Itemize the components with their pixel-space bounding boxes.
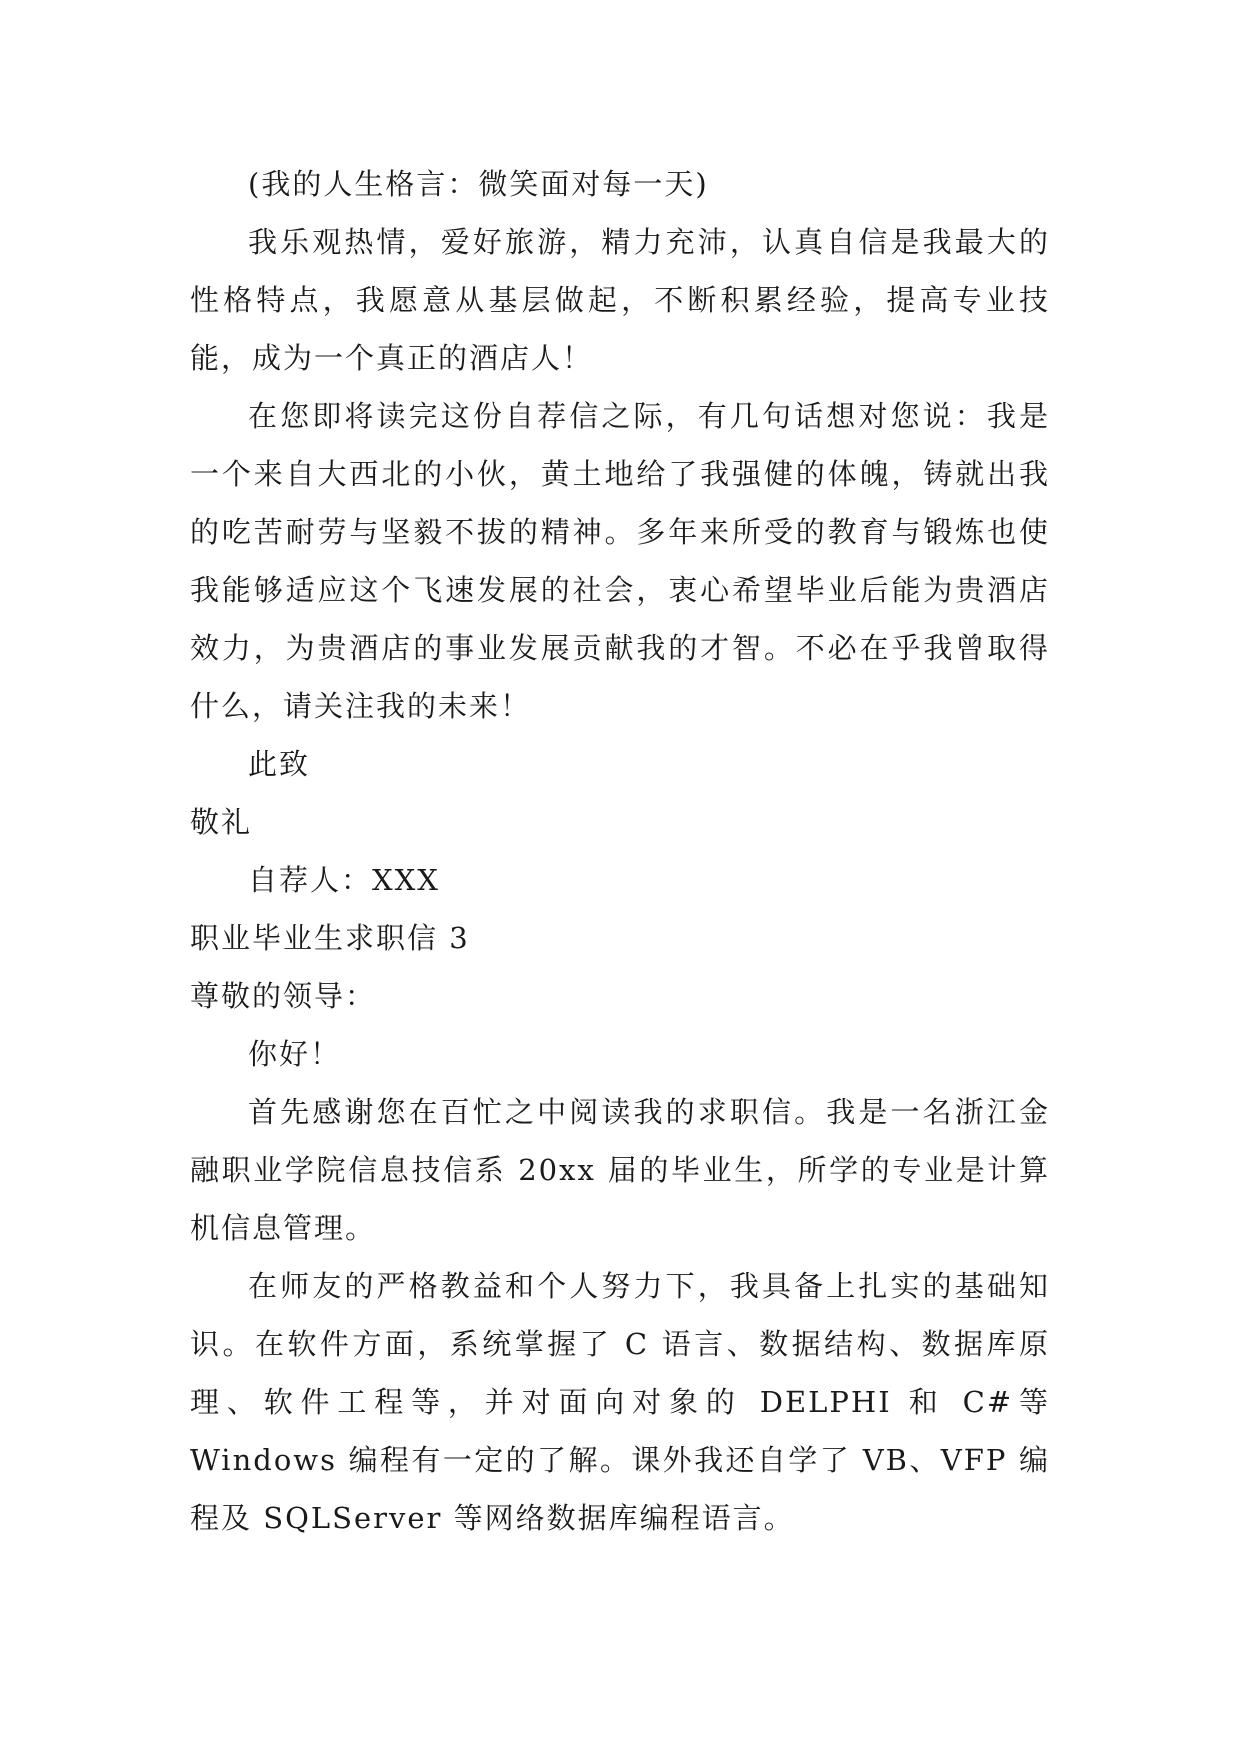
paragraph-motto: (我的人生格言：微笑面对每一天) — [248, 167, 709, 201]
section-title: 职业毕业生求职信 3 — [190, 921, 470, 955]
salutation-ci-zhi: 此致 — [248, 747, 311, 781]
paragraph-closing-words: 在您即将读完这份自荐信之际，有几句话想对您说：我是一个来自大西北的小伙，黄土地给了我强健的体魄，铸就出我的吃苦耐劳与坚毅不拔的精神。多年来所受的教育与锻炼也使我能够适应这个飞速发展的社会，衷心希望毕业后能为贵酒店效力，为贵酒店的事业发展贡献我的才智。不必在乎我曾取得什么，请关注我的未来！ — [190, 399, 1050, 723]
signature: 自荐人：XXX — [248, 863, 440, 897]
paragraph-skills: 在师友的严格教益和个人努力下，我具备上扎实的基础知识。在软件方面，系统掌握了 C 语言、数据结构、数据库原理、软件工程等，并对面向对象的 DELPHI 和 C#等 Windows 编程有一定的了解。课外我还自学了 VB、VFP 编程及 SQLServer 等网络数据库编程语言。 — [190, 1269, 1050, 1535]
paragraph-self-intro: 我乐观热情，爱好旅游，精力充沛，认真自信是我最大的性格特点，我愿意从基层做起，不断积累经验，提高专业技能，成为一个真正的酒店人！ — [190, 225, 1050, 375]
addressee: 尊敬的领导： — [190, 979, 377, 1013]
letter-body — [190, 155, 1050, 1547]
salutation-jing-li: 敬礼 — [190, 805, 253, 839]
paragraph-thanks: 首先感谢您在百忙之中阅读我的求职信。我是一名浙江金融职业学院信息技信系 20xx 届的毕业生，所学的专业是计算机信息管理。 — [190, 1095, 1050, 1245]
greeting: 你好！ — [248, 1037, 342, 1071]
